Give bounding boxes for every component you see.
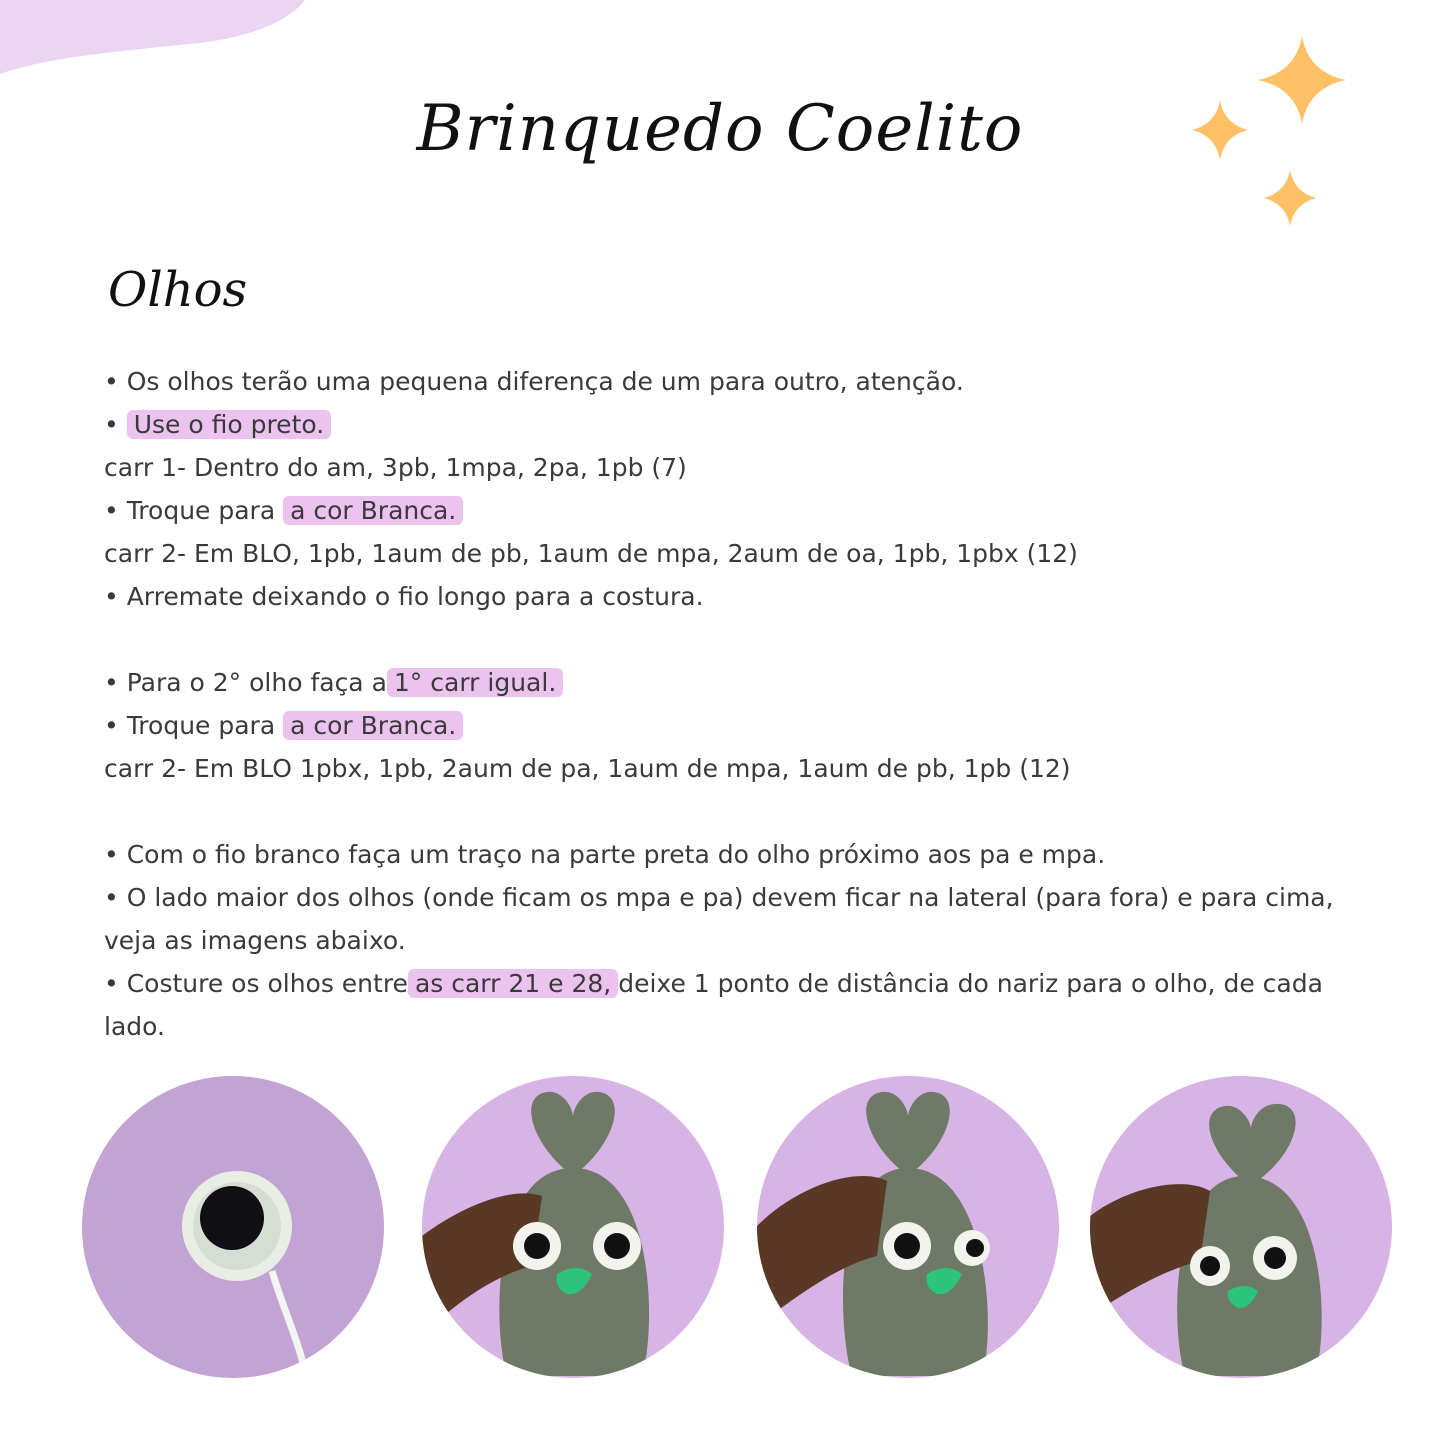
corner-blob-decoration (0, 0, 310, 80)
highlight: as carr 21 e 28, (408, 969, 618, 998)
instruction-text: Troque para (126, 496, 284, 525)
instruction-line (104, 532, 1344, 575)
instruction-line (104, 747, 1344, 790)
instruction-text: Troque para (126, 711, 284, 740)
highlight: 1° carr igual. (387, 668, 563, 697)
bullet: • (104, 582, 119, 611)
instruction-line (104, 833, 1344, 876)
instruction-line (104, 403, 1344, 446)
photo-amigurumi-side (757, 1076, 1059, 1378)
photo-amigurumi-angle (1090, 1076, 1392, 1378)
instruction-line (104, 575, 1344, 618)
highlight: Use o fio preto. (127, 410, 331, 439)
instruction-text: Arremate deixando o fio longo para a costura. (126, 582, 704, 611)
bullet: • (104, 883, 119, 912)
instruction-text: carr 1- Dentro do am, 3pb, 1mpa, 2pa, 1pb (7) (104, 453, 687, 482)
photo-amigurumi-front (422, 1076, 724, 1378)
sparkle-bottom-icon (1264, 170, 1316, 226)
instruction-text: deixe 1 ponto de distância do nariz para o olho, de cada lado. (104, 969, 1323, 1041)
instruction-text: O lado maior dos olhos (onde ficam os mpa e pa) devem ficar na lateral (para fora) e para cima, veja as imagens abaixo. (104, 883, 1334, 955)
bullet: • (104, 410, 119, 439)
bullet: • (104, 496, 119, 525)
spacer (104, 618, 1344, 661)
instruction-text: Para o 2° olho faça a (126, 668, 387, 697)
photo-strip (82, 1076, 1392, 1381)
instruction-text: Os olhos terão uma pequena diferença de um para outro, atenção. (126, 367, 964, 396)
bullet: • (104, 367, 119, 396)
instruction-text: Costure os olhos entre (126, 969, 408, 998)
instruction-text: carr 2- Em BLO, 1pb, 1aum de pb, 1aum de mpa, 2aum de oa, 1pb, 1pbx (12) (104, 539, 1078, 568)
bullet: • (104, 969, 119, 998)
instruction-line (104, 489, 1344, 532)
instruction-line (104, 962, 1344, 1048)
photo-eye-piece (82, 1076, 384, 1378)
instruction-line (104, 704, 1344, 747)
instruction-text: carr 2- Em BLO 1pbx, 1pb, 2aum de pa, 1aum de mpa, 1aum de pb, 1pb (12) (104, 754, 1071, 783)
instruction-line (104, 360, 1344, 403)
instruction-line (104, 876, 1344, 962)
spacer (104, 790, 1344, 833)
bullet: • (104, 668, 119, 697)
bullet: • (104, 840, 119, 869)
instructions (104, 360, 1344, 1048)
highlight: a cor Branca. (283, 496, 463, 525)
instruction-line (104, 446, 1344, 489)
instruction-text: Com o fio branco faça um traço na parte preta do olho próximo aos pa e mpa. (126, 840, 1106, 869)
section-title: Olhos (108, 262, 248, 318)
bullet: • (104, 711, 119, 740)
highlight: a cor Branca. (283, 711, 463, 740)
instruction-line (104, 661, 1344, 704)
page-title: Brinquedo Coelito (416, 92, 1024, 166)
